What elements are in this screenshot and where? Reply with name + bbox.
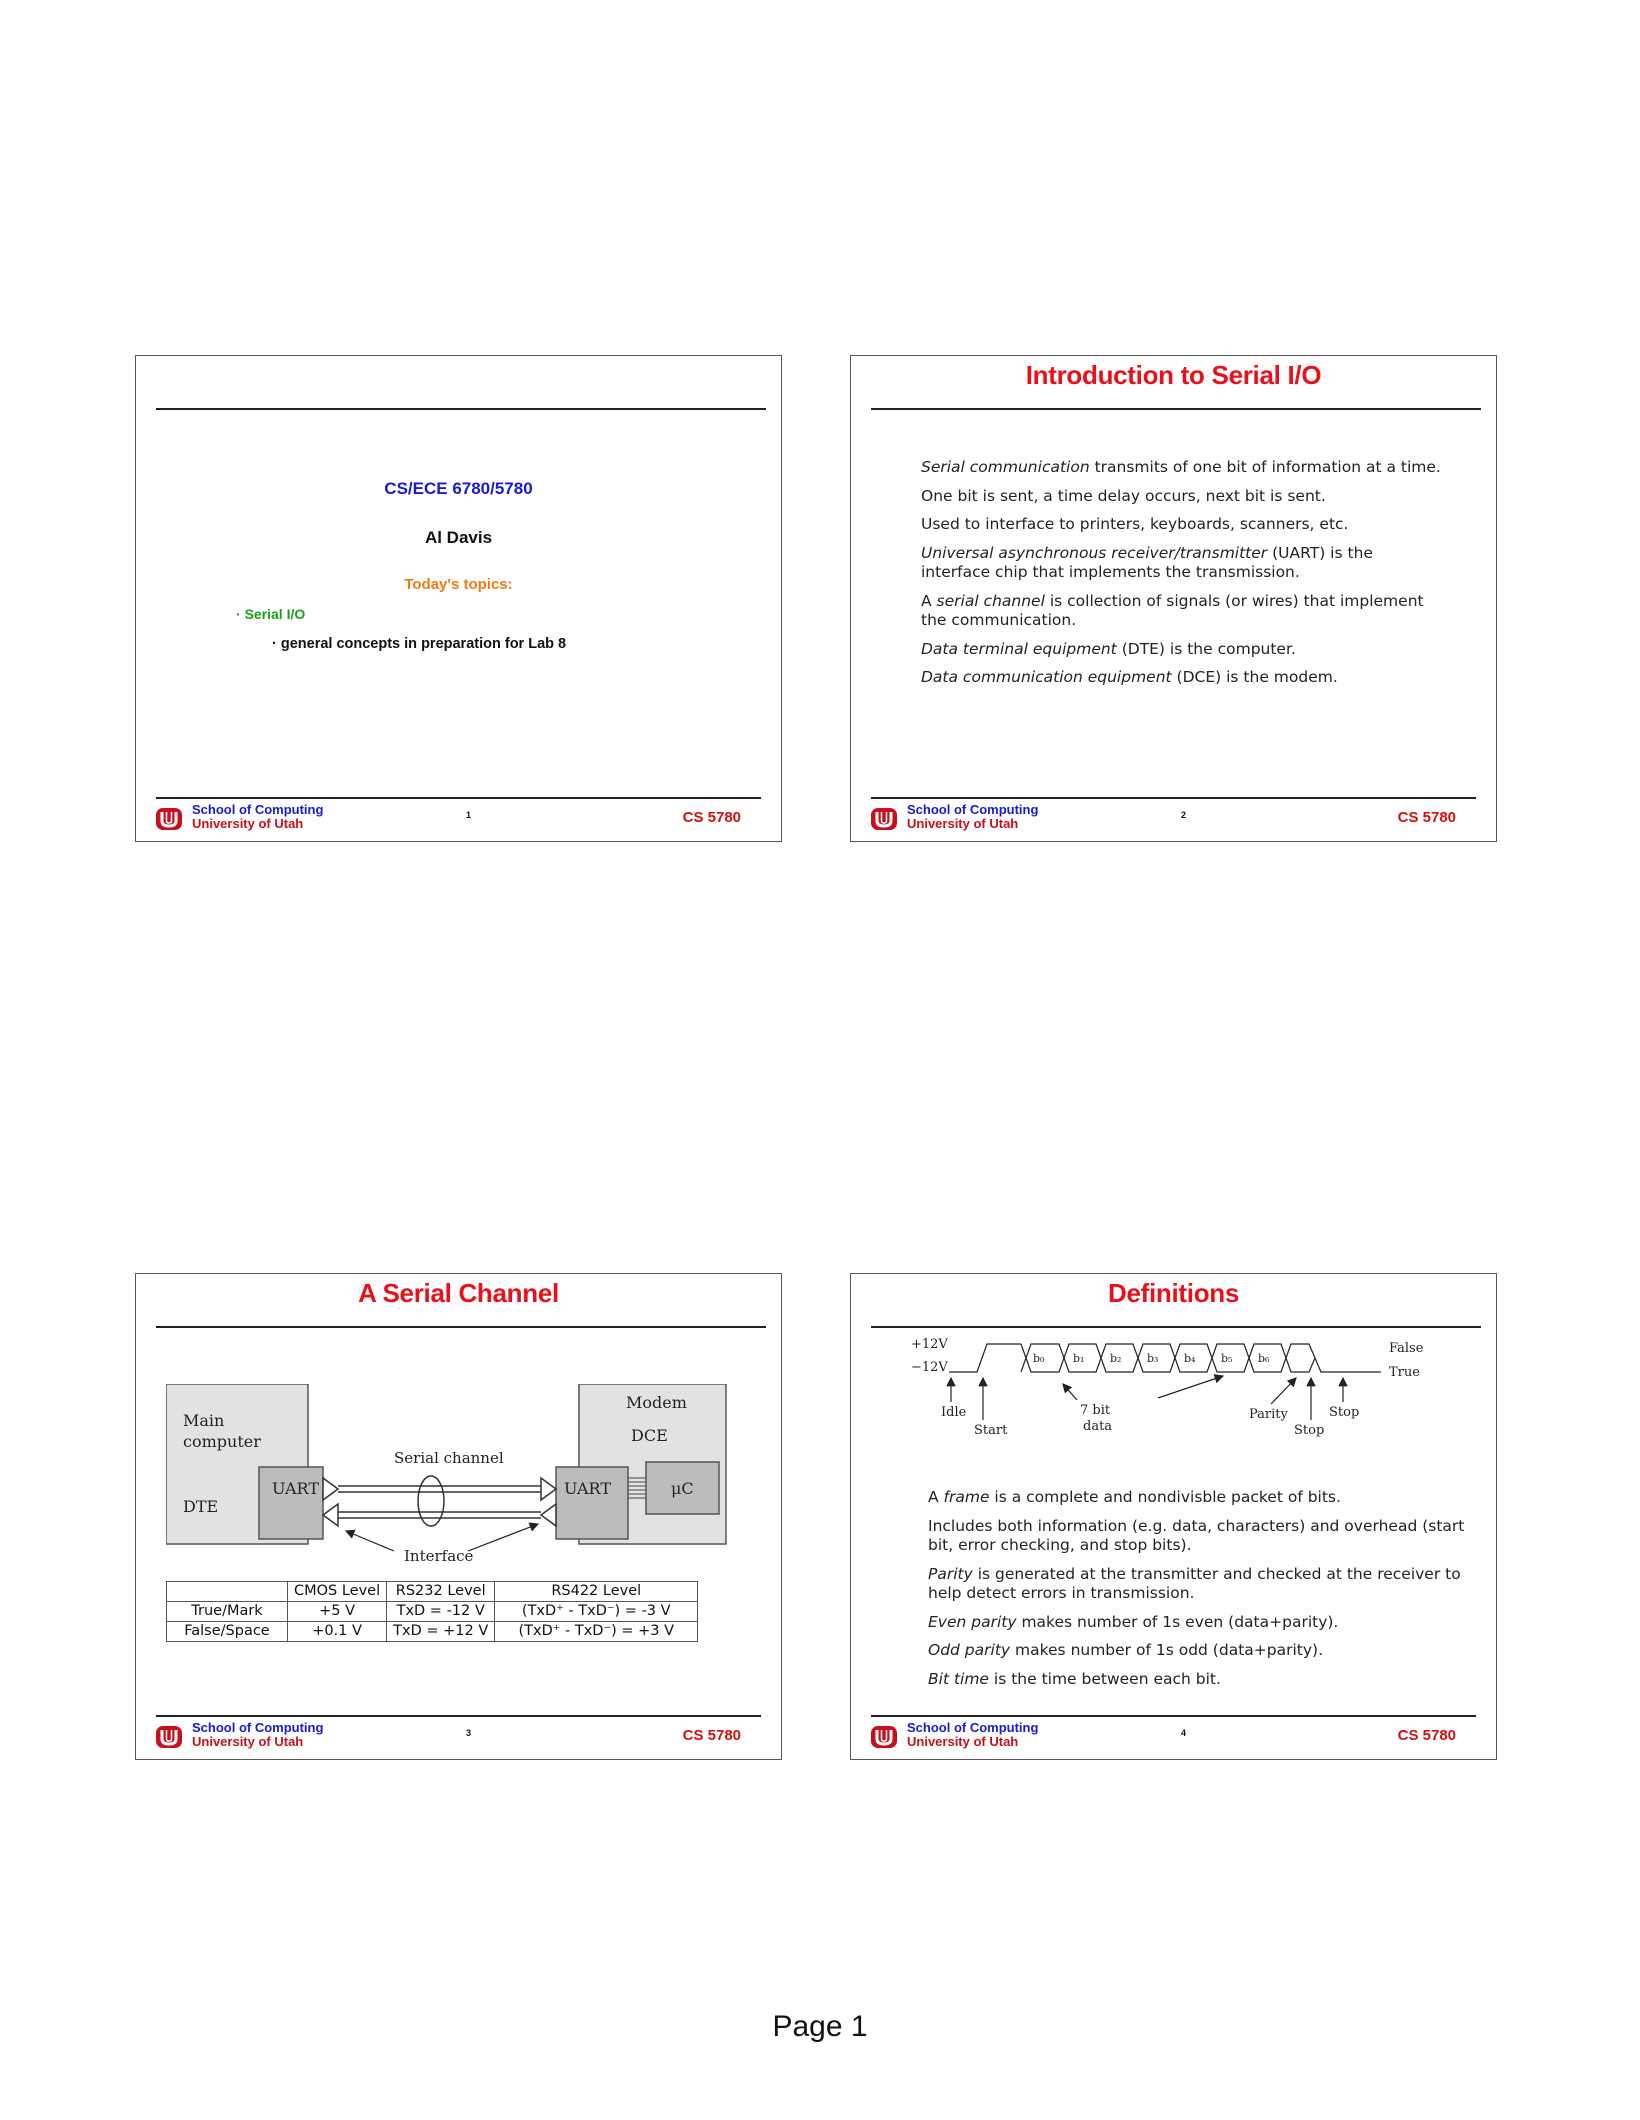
slide-1 bbox=[135, 355, 782, 842]
table-header-row bbox=[167, 1582, 698, 1602]
slide-title: A Serial Channel bbox=[358, 1278, 559, 1308]
school-name bbox=[192, 803, 323, 831]
slide-footer bbox=[156, 1719, 761, 1755]
parity-arrow bbox=[1271, 1378, 1296, 1404]
school-line-2: University of Utah bbox=[192, 816, 304, 831]
table-cell: +0.1 V bbox=[288, 1622, 387, 1642]
school-name bbox=[192, 1721, 323, 1749]
paragraph bbox=[928, 1613, 1468, 1633]
school-name bbox=[907, 803, 1038, 831]
university-of-utah-u-logo-icon bbox=[871, 808, 897, 830]
text: (DCE) is the modem. bbox=[1171, 668, 1338, 686]
footer-rule bbox=[156, 1715, 761, 1717]
course-code: CS 5780 bbox=[682, 809, 741, 826]
topic-label: Serial I/O bbox=[244, 606, 306, 622]
university-of-utah-u-logo-icon bbox=[156, 808, 182, 830]
paragraph bbox=[921, 487, 1441, 507]
paragraph bbox=[928, 1670, 1468, 1690]
paragraph bbox=[921, 592, 1441, 631]
slide-number: 1 bbox=[466, 810, 472, 820]
term: serial channel bbox=[936, 591, 1045, 610]
paragraph bbox=[921, 515, 1441, 535]
slide-body bbox=[928, 1488, 1468, 1698]
slide-number: 4 bbox=[1181, 1728, 1187, 1738]
paragraph bbox=[921, 668, 1441, 688]
page-number-label: Page 1 bbox=[772, 2010, 868, 2043]
interface-label: Interface bbox=[404, 1547, 474, 1564]
text: makes number of 1s odd (data+parity). bbox=[1010, 1641, 1323, 1659]
table-row bbox=[167, 1602, 698, 1622]
data-label-line1: 7 bit bbox=[1080, 1403, 1111, 1418]
slide-title: Definitions bbox=[1107, 1278, 1240, 1308]
text: A bbox=[928, 1488, 944, 1506]
table-cell: False/Space bbox=[167, 1622, 288, 1642]
topics-heading: Today's topics: bbox=[404, 576, 513, 593]
term: Data terminal equipment bbox=[921, 639, 1117, 658]
course-code: CS 5780 bbox=[1397, 809, 1456, 826]
start-label: Start bbox=[974, 1423, 1008, 1438]
stop-line bbox=[1315, 1358, 1381, 1372]
data-label-line2: data bbox=[1083, 1419, 1113, 1434]
uart-left-label: UART bbox=[272, 1479, 319, 1498]
idle-start-edge bbox=[949, 1344, 1021, 1372]
term: Odd parity bbox=[928, 1641, 1011, 1659]
sub-topic-label: general concepts in preparation for Lab 8 bbox=[280, 636, 567, 652]
interface-arrow-left bbox=[346, 1531, 394, 1551]
bullet: · bbox=[236, 606, 245, 622]
title-rule bbox=[871, 408, 1481, 410]
bullet: · bbox=[272, 636, 281, 652]
bit-label-b4: b₄ bbox=[1184, 1352, 1196, 1365]
text: (UART) is the interface chip that implements the transmission. bbox=[921, 543, 1373, 581]
paragraph bbox=[921, 640, 1441, 660]
true-label: True bbox=[1389, 1365, 1420, 1380]
slide-footer bbox=[156, 801, 761, 837]
school-line-1: School of Computing bbox=[192, 802, 324, 817]
table-row bbox=[167, 1622, 698, 1642]
text: Includes both information (e.g. data, characters) and overhead (start bit, error checking, and stop bits). bbox=[928, 1516, 1465, 1554]
term: Parity bbox=[928, 1564, 973, 1583]
university-of-utah-u-logo-icon bbox=[156, 1726, 182, 1748]
school-name bbox=[907, 1721, 1038, 1749]
term: Data communication equipment bbox=[921, 668, 1172, 686]
tx-right-triangle bbox=[541, 1504, 556, 1526]
rx-left-triangle bbox=[323, 1504, 338, 1526]
paragraph bbox=[928, 1565, 1468, 1604]
bit-label-b5: b₅ bbox=[1221, 1352, 1233, 1365]
text: A bbox=[921, 591, 937, 610]
table-cell: TxD = -12 V bbox=[387, 1602, 495, 1622]
paragraph bbox=[921, 458, 1441, 478]
author: Al Davis bbox=[424, 528, 493, 547]
bit-label-b0: b₀ bbox=[1033, 1352, 1045, 1365]
slide-4 bbox=[850, 1273, 1497, 1760]
term: Serial communication bbox=[921, 458, 1090, 476]
parity-label: Parity bbox=[1249, 1407, 1288, 1422]
table-header: RS232 Level bbox=[387, 1582, 495, 1602]
slide-body bbox=[921, 458, 1441, 697]
title-rule bbox=[156, 408, 766, 410]
school-line-2: University of Utah bbox=[907, 816, 1019, 831]
main-label-line2: computer bbox=[183, 1432, 261, 1451]
table-header bbox=[167, 1582, 288, 1602]
uart-left-box bbox=[259, 1467, 323, 1539]
school-line-2: University of Utah bbox=[907, 1734, 1019, 1749]
slide-3 bbox=[135, 1273, 782, 1760]
microcontroller-label: μC bbox=[671, 1479, 694, 1498]
text: is collection of signals (or wires) that implement the communication. bbox=[921, 591, 1424, 629]
serial-channel-label: Serial channel bbox=[394, 1449, 504, 1467]
stop-label-2: Stop bbox=[1294, 1423, 1325, 1438]
school-line-1: School of Computing bbox=[907, 802, 1039, 817]
footer-rule bbox=[156, 797, 761, 799]
idle-label: Idle bbox=[941, 1405, 967, 1420]
table-cell: True/Mark bbox=[167, 1602, 288, 1622]
text: is a complete and nondivisble packet of bits. bbox=[989, 1488, 1341, 1506]
slide-number: 3 bbox=[466, 1728, 472, 1738]
slide-footer bbox=[871, 801, 1476, 837]
stop-label-1: Stop bbox=[1329, 1405, 1360, 1420]
signal-level-table bbox=[166, 1581, 698, 1642]
course-code: CS 5780 bbox=[682, 1727, 741, 1744]
text: transmits of one bit of information at a time. bbox=[1089, 458, 1441, 476]
term: Bit time bbox=[928, 1669, 989, 1688]
course-title: CS/ECE 6780/5780 bbox=[384, 479, 533, 498]
sub-topic-item bbox=[272, 636, 566, 652]
serial-channel-diagram bbox=[166, 1384, 736, 1564]
school-line-1: School of Computing bbox=[192, 1720, 324, 1735]
text: makes number of 1s even (data+parity). bbox=[1016, 1612, 1339, 1631]
minus12v-label: −12V bbox=[911, 1360, 948, 1375]
paragraph bbox=[928, 1641, 1468, 1661]
text: Used to interface to printers, keyboards, scanners, etc. bbox=[921, 515, 1349, 533]
uart-right-label: UART bbox=[564, 1479, 611, 1498]
dte-label: DTE bbox=[183, 1497, 219, 1516]
uart-right-box bbox=[556, 1467, 628, 1539]
slide-2 bbox=[850, 355, 1497, 842]
table-header: CMOS Level bbox=[288, 1582, 387, 1602]
parity-bit bbox=[1286, 1344, 1315, 1372]
slide-number: 2 bbox=[1181, 810, 1187, 820]
bit-label-b3: b₃ bbox=[1147, 1352, 1159, 1365]
footer-rule bbox=[871, 1715, 1476, 1717]
table-cell: +5 V bbox=[288, 1602, 387, 1622]
modem-label: Modem bbox=[626, 1393, 687, 1412]
paragraph bbox=[921, 544, 1441, 583]
waveform bbox=[949, 1344, 1381, 1372]
title-rule bbox=[156, 1326, 766, 1328]
bit-label-b2: b₂ bbox=[1110, 1352, 1122, 1365]
text: (DTE) is the computer. bbox=[1116, 639, 1296, 658]
plus12v-label: +12V bbox=[911, 1337, 948, 1352]
text: One bit is sent, a time delay occurs, next bit is sent. bbox=[921, 486, 1326, 505]
course-code: CS 5780 bbox=[1397, 1727, 1456, 1744]
term: frame bbox=[943, 1488, 990, 1506]
slide-footer bbox=[871, 1719, 1476, 1755]
topic-item bbox=[236, 606, 305, 622]
interface-arrow-right bbox=[468, 1524, 538, 1551]
footer-rule bbox=[871, 797, 1476, 799]
dce-label: DCE bbox=[631, 1426, 668, 1445]
university-of-utah-u-logo-icon bbox=[871, 1726, 897, 1748]
frame-timing-diagram bbox=[911, 1334, 1471, 1464]
rx-right-triangle bbox=[541, 1478, 556, 1500]
paragraph bbox=[928, 1488, 1468, 1508]
slide-title: Introduction to Serial I/O bbox=[1025, 360, 1322, 390]
tx-left-triangle bbox=[323, 1478, 338, 1500]
bit-labels bbox=[1033, 1352, 1270, 1365]
data-arrow-left bbox=[1063, 1384, 1077, 1400]
school-line-2: University of Utah bbox=[192, 1734, 304, 1749]
bit-label-b6: b₆ bbox=[1258, 1352, 1270, 1365]
term: Even parity bbox=[928, 1612, 1017, 1631]
bit-label-b1: b₁ bbox=[1073, 1352, 1085, 1365]
term: Universal asynchronous receiver/transmitter bbox=[921, 543, 1268, 562]
paragraph bbox=[928, 1517, 1468, 1556]
table-cell: (TxD⁺ - TxD⁻) = +3 V bbox=[495, 1622, 698, 1642]
data-arrow-right bbox=[1158, 1376, 1223, 1398]
false-label: False bbox=[1389, 1341, 1424, 1356]
title-rule bbox=[871, 1326, 1481, 1328]
table-cell: TxD = +12 V bbox=[387, 1622, 495, 1642]
table-header: RS422 Level bbox=[495, 1582, 698, 1602]
main-label-line1: Main bbox=[183, 1411, 225, 1430]
school-line-1: School of Computing bbox=[907, 1720, 1039, 1735]
text: is the time between each bit. bbox=[988, 1669, 1221, 1688]
table-cell: (TxD⁺ - TxD⁻) = -3 V bbox=[495, 1602, 698, 1622]
text: is generated at the transmitter and checked at the receiver to help detect errors in transmission. bbox=[928, 1564, 1461, 1602]
